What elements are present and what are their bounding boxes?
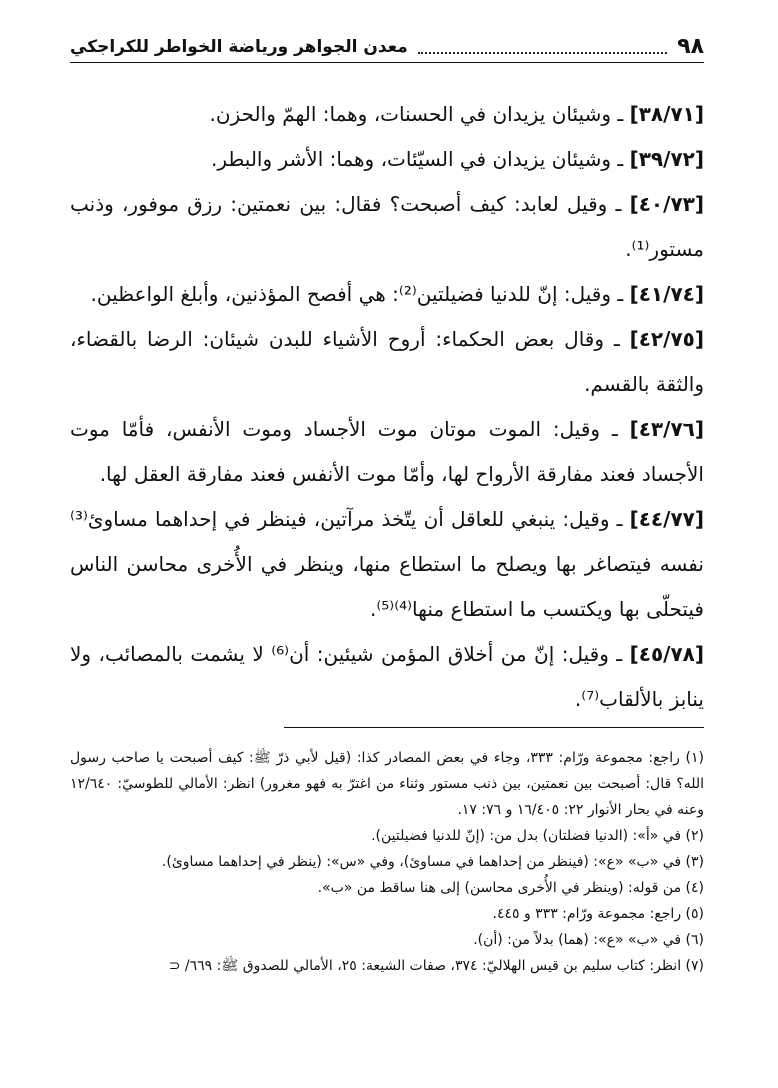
- saying-number: [٤٠/٧٣]: [629, 192, 704, 216]
- saying-paragraph: [70, 182, 704, 272]
- footnote: (٢) في «أ»: (الدنيا فضلتان) بدل من: (إنّ للدنيا فضيلتين).: [371, 828, 704, 844]
- saying-paragraph: [70, 317, 704, 407]
- footnote: (١) راجع: مجموعة ورّام: ٣٣٣، وجاء في بعض المصادر كذا: (قيل لأبي ذرّ ﷺ: كيف أصبحت يا صاحب رسول الله؟ قال: أصبحت بين نعمتين، بين ذنب مستور وثناء من اغترّ به فهو مغرور) انظر: الأمالي للطوسيّ: ١٢/٦٤٠ وعنه في بحار الأنوار ٢٢: ١٦/٤٠٥ و ٧٦: ١٧.: [70, 750, 704, 818]
- saying-paragraph: [70, 632, 704, 722]
- saying-number: [٤٢/٧٥]: [629, 327, 704, 351]
- footnote-rule: [284, 727, 704, 728]
- main-text: [70, 92, 704, 722]
- saying-number: [٣٩/٧٢]: [629, 147, 704, 171]
- saying-paragraph: [70, 92, 704, 137]
- saying-text: ـ وقيل لعابد: كيف أصبحت؟ فقال: بين نعمتين: رزق موفور، وذنب مستور⁽¹⁾.: [70, 192, 704, 261]
- header-dot-leader: [418, 52, 667, 54]
- saying-text: ـ وقيل: إنّ للدنيا فضيلتين⁽²⁾: هي أفصح المؤذنين، وأبلغ الواعظين.: [90, 282, 630, 306]
- saying-text: ـ وشيئان يزيدان في السيّئات، وهما: الأشر والبطر.: [211, 147, 630, 171]
- saying-number: [٤٤/٧٧]: [629, 507, 704, 531]
- footnote: (٤) من قوله: (وينظر في الأُخرى محاسن) إلى هنا ساقط من «ب».: [317, 880, 704, 896]
- saying-paragraph: [70, 137, 704, 182]
- saying-number: [٤٥/٧٨]: [629, 642, 705, 666]
- footnote: (٧) انظر: كتاب سليم بن قيس الهلاليّ: ٣٧٤، صفات الشيعة: ٢٥، الأمالي للصدوق ﷺ: ٦٦٩/ ⊂: [168, 958, 704, 974]
- header-rule: [70, 62, 704, 63]
- saying-paragraph: [70, 272, 704, 317]
- saying-text: ـ وشيئان يزيدان في الحسنات، وهما: الهمّ والحزن.: [209, 102, 630, 126]
- running-title: معدن الجواهر ورياضة الخواطر للكراجكي: [70, 37, 408, 57]
- saying-number: [٤١/٧٤]: [629, 282, 704, 306]
- saying-number: [٣٨/٧١]: [629, 102, 704, 126]
- footnote: (٣) في «ب» «ع»: (فينظر من إحداهما في مساوئ)، وفي «س»: (ينظر في إحداهما مساوئ).: [161, 854, 704, 870]
- page-header: [70, 28, 704, 62]
- saying-text: ـ وقيل: الموت موتان موت الأجساد وموت الأنفس، فأمّا موت الأجساد فعند مفارقة الأرواح لها، وأمّا موت الأنفس فعند مفارقة العقل لها.: [70, 417, 704, 486]
- footnotes: [70, 745, 704, 979]
- page-number: ٩٨: [677, 34, 704, 59]
- saying-text: ـ وقيل: إنّ من أخلاق المؤمن شيئين: أن⁽⁶⁾ لا يشمت بالمصائب، ولا ينابز بالألقاب⁽⁷⁾.: [70, 642, 704, 711]
- footnote: (٥) راجع: مجموعة ورّام: ٣٣٣ و ٤٤٥.: [492, 906, 704, 922]
- saying-number: [٤٣/٧٦]: [629, 417, 704, 441]
- saying-paragraph: [70, 407, 704, 497]
- saying-text: ـ وقال بعض الحكماء: أروح الأشياء للبدن شيئان: الرضا بالقضاء، والثقة بالقسم.: [70, 327, 704, 396]
- saying-text: ـ وقيل: ينبغي للعاقل أن يتّخذ مرآتين، فينظر في إحداهما مساوئ⁽³⁾ نفسه فيتصاغر بها ويصلح ما استطاع منها، وينظر في الأُخرى محاسن الناس فيتحلّى بها ويكتسب ما استطاع منها⁽⁴⁾⁽⁵⁾.: [70, 507, 704, 621]
- footnote: (٦) في «ب» «ع»: (هما) بدلاً من: (أن).: [473, 932, 704, 948]
- saying-paragraph: [70, 497, 704, 632]
